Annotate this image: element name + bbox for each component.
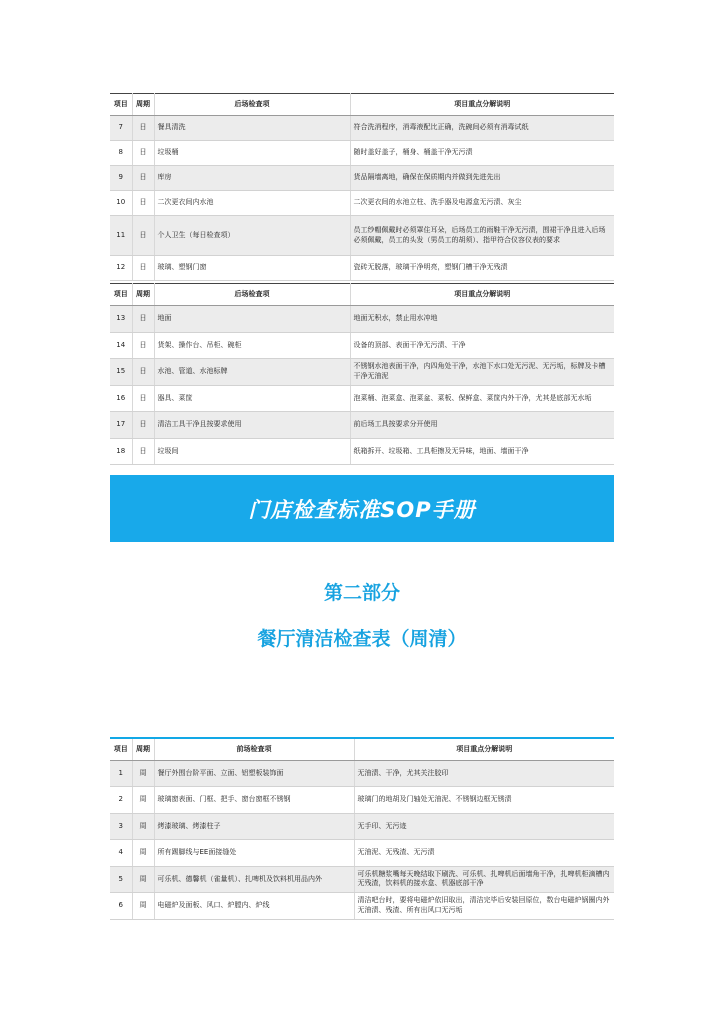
row-item: 清洁工具干净且按要求使用	[154, 412, 350, 439]
header-item: 前场检查项	[154, 738, 354, 760]
row-item: 电磁炉及面板、风口、炉膛内、炉线	[154, 893, 354, 920]
row-cycle: 日	[132, 438, 154, 465]
row-no: 2	[110, 787, 132, 814]
row-no: 9	[110, 166, 132, 191]
row-no: 8	[110, 141, 132, 166]
row-desc: 纸箱拆开、垃圾箱、工具柜擦及无异味，地面、墙面干净	[350, 438, 614, 465]
row-cycle: 周	[132, 787, 154, 814]
row-desc: 随时盖好盖子，桶身、桶盖干净无污渍	[350, 141, 614, 166]
header-desc: 项目重点分解说明	[350, 94, 614, 116]
row-desc: 无手印、无污迹	[354, 813, 614, 840]
row-no: 4	[110, 840, 132, 867]
header-desc: 项目重点分解说明	[354, 738, 614, 760]
header-cycle: 周期	[132, 94, 154, 116]
header-item: 后场检查项	[154, 284, 350, 306]
row-item: 个人卫生（每日检查项）	[154, 216, 350, 256]
row-no: 16	[110, 385, 132, 412]
header-no: 项目	[110, 738, 132, 760]
table-row	[110, 256, 614, 281]
header-no: 项目	[110, 94, 132, 116]
header-no: 项目	[110, 284, 132, 306]
table-row	[110, 866, 614, 893]
table-row	[110, 166, 614, 191]
row-item: 垃圾桶	[154, 141, 350, 166]
row-no: 14	[110, 332, 132, 359]
row-desc: 无油泥、无残渣、无污渍	[354, 840, 614, 867]
table-row	[110, 359, 614, 386]
row-cycle: 日	[132, 191, 154, 216]
row-cycle: 日	[132, 116, 154, 141]
table-row	[110, 191, 614, 216]
row-item: 地面	[154, 306, 350, 333]
row-desc: 地面无积水，禁止用水冲地	[350, 306, 614, 333]
table-row	[110, 813, 614, 840]
table-row	[110, 893, 614, 920]
table-row	[110, 332, 614, 359]
row-item: 玻璃、塑钢门窗	[154, 256, 350, 281]
row-no: 5	[110, 866, 132, 893]
row-no: 11	[110, 216, 132, 256]
row-no: 3	[110, 813, 132, 840]
table-row	[110, 438, 614, 465]
row-item: 垃圾间	[154, 438, 350, 465]
row-item: 器具、菜筐	[154, 385, 350, 412]
table-row	[110, 760, 614, 787]
row-item: 所有踢脚线与EE面接缝处	[154, 840, 354, 867]
header-desc: 项目重点分解说明	[350, 284, 614, 306]
row-no: 12	[110, 256, 132, 281]
header-cycle: 周期	[132, 738, 154, 760]
row-cycle: 日	[132, 141, 154, 166]
back-inspection-table-1	[110, 93, 614, 281]
table-row	[110, 787, 614, 814]
table-header-row	[110, 284, 614, 306]
table-row	[110, 306, 614, 333]
row-desc: 员工纱帽佩戴时必须罩住耳朵，后场员工的雨鞋干净无污渍，围裙干净且进入后场必须佩戴，员工的头发（男员工的胡须）、指甲符合仪容仪表的要求	[350, 216, 614, 256]
table-header-row	[110, 94, 614, 116]
row-cycle: 日	[132, 332, 154, 359]
row-cycle: 日	[132, 385, 154, 412]
table-row	[110, 840, 614, 867]
row-desc: 设备的顶部、表面干净无污渍、干净	[350, 332, 614, 359]
row-no: 10	[110, 191, 132, 216]
row-desc: 货品隔墙离地，确保在保质期内并做到先进先出	[350, 166, 614, 191]
row-cycle: 周	[132, 893, 154, 920]
row-cycle: 日	[132, 216, 154, 256]
row-desc: 二次更衣间的水池立柱、洗手器及电源盒无污渍、灰尘	[350, 191, 614, 216]
table-row	[110, 141, 614, 166]
row-desc: 可乐机糖浆嘴每天晚结取下刷洗、可乐机、扎啤机后面墙角干净，扎啤机柜滴槽内无残渣，饮料机的接水盒、机器底部干净	[354, 866, 614, 893]
row-cycle: 周	[132, 866, 154, 893]
manual-title-banner	[110, 475, 614, 542]
row-item: 水池、管道、水池标牌	[154, 359, 350, 386]
row-desc: 瓷砖无脱落，玻璃干净明亮，塑钢门槽干净无残渍	[350, 256, 614, 281]
row-desc: 清洁吧台时，要将电磁炉依旧取出，清洁完毕后安装回原位，数台电磁炉锅圈内外无油渍、残渣、所有出风口无污垢	[354, 893, 614, 920]
section-part-heading: 第二部分	[323, 582, 400, 604]
row-no: 1	[110, 760, 132, 787]
row-cycle: 日	[132, 256, 154, 281]
manual-title: 门店检查标准SOP手册	[248, 497, 476, 522]
table-row	[110, 116, 614, 141]
row-item: 餐厅外围台阶平面、立面、铝塑板装饰面	[154, 760, 354, 787]
row-item: 货架、操作台、吊柜、碗柜	[154, 332, 350, 359]
row-cycle: 日	[132, 412, 154, 439]
row-cycle: 日	[132, 306, 154, 333]
table-row	[110, 216, 614, 256]
back-inspection-table-2	[110, 283, 614, 465]
row-no: 15	[110, 359, 132, 386]
row-desc: 玻璃门的地胡及门轴处无油泥、不锈钢边框无锈渍	[354, 787, 614, 814]
row-desc: 符合洗消程序，消毒液配比正确，洗碗间必须有消毒试纸	[350, 116, 614, 141]
table-row	[110, 412, 614, 439]
row-item: 餐具清洗	[154, 116, 350, 141]
row-no: 6	[110, 893, 132, 920]
row-cycle: 周	[132, 760, 154, 787]
row-item: 玻璃窗表面、门框、把手、窗台窗框不锈钢	[154, 787, 354, 814]
table-row	[110, 385, 614, 412]
front-inspection-table	[110, 737, 614, 920]
row-cycle: 日	[132, 166, 154, 191]
row-desc: 泡菜桶、泡菜盒、泡菜盆、菜板、保鲜盒、菜筐内外干净，尤其是底部无水垢	[350, 385, 614, 412]
row-desc: 前后场工具按要求分开使用	[350, 412, 614, 439]
table-header-row	[110, 738, 614, 760]
row-no: 7	[110, 116, 132, 141]
row-item: 二次更衣间内水池	[154, 191, 350, 216]
header-cycle: 周期	[132, 284, 154, 306]
row-item: 可乐机、德馨机（雀量机）、扎啤机及饮料机用品内外	[154, 866, 354, 893]
row-cycle: 周	[132, 840, 154, 867]
row-item: 库房	[154, 166, 350, 191]
row-no: 18	[110, 438, 132, 465]
row-cycle: 日	[132, 359, 154, 386]
header-item: 后场检查项	[154, 94, 350, 116]
row-item: 烤漆玻璃、烤漆柱子	[154, 813, 354, 840]
row-no: 13	[110, 306, 132, 333]
row-cycle: 周	[132, 813, 154, 840]
row-desc: 不锈钢水池表面干净，内四角处干净，水池下水口处无污泥、无污垢，标牌及卡槽干净无油泥	[350, 359, 614, 386]
row-no: 17	[110, 412, 132, 439]
row-desc: 无油渍、干净，尤其关注胶印	[354, 760, 614, 787]
section-subtitle: 餐厅清洁检查表（周清）	[257, 628, 467, 650]
